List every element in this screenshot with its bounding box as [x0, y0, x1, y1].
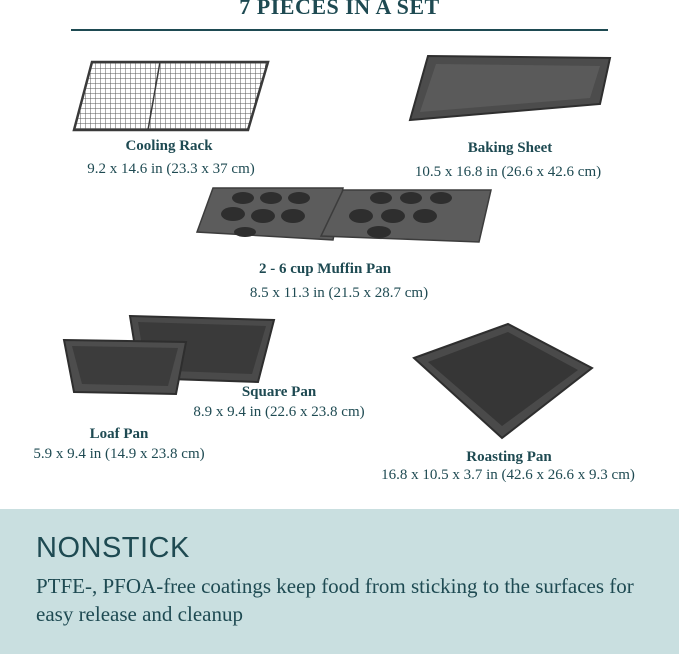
muffin-pan-image [193, 186, 493, 246]
baking-sheet-label: Baking Sheet [467, 140, 553, 156]
page-title: 7 PIECES IN A SET [239, 0, 440, 19]
roasting-pan-label: Roasting Pan [466, 449, 552, 465]
muffin-pan-dims: 8.5 x 11.3 in (21.5 x 28.7 cm) [249, 285, 429, 301]
feature-title: NONSTICK [36, 532, 190, 564]
loaf-pan-dims: 5.9 x 9.4 in (14.9 x 23.8 cm) [33, 446, 205, 462]
cooling-rack-image [70, 58, 270, 134]
roasting-pan-image [410, 318, 595, 442]
title-divider [71, 29, 608, 31]
cooling-rack-dims: 9.2 x 14.6 in (23.3 x 37 cm) [87, 161, 255, 177]
muffin-pan-label: 2 - 6 cup Muffin Pan [258, 261, 392, 277]
square-pan-label: Square Pan [241, 384, 317, 400]
cooling-rack-label: Cooling Rack [125, 138, 213, 154]
baking-sheet-dims: 10.5 x 16.8 in (26.6 x 42.6 cm) [414, 164, 602, 180]
feature-text: PTFE-, PFOA-free coatings keep food from sticking to the surfaces for easy release and cleanup [36, 574, 634, 626]
square-pan-dims: 8.9 x 9.4 in (22.6 x 23.8 cm) [193, 404, 365, 420]
roasting-pan-dims: 16.8 x 10.5 x 3.7 in (42.6 x 26.6 x 9.3 cm) [381, 467, 635, 483]
baking-sheet-image [404, 52, 614, 124]
loaf-pan-label: Loaf Pan [89, 426, 149, 442]
